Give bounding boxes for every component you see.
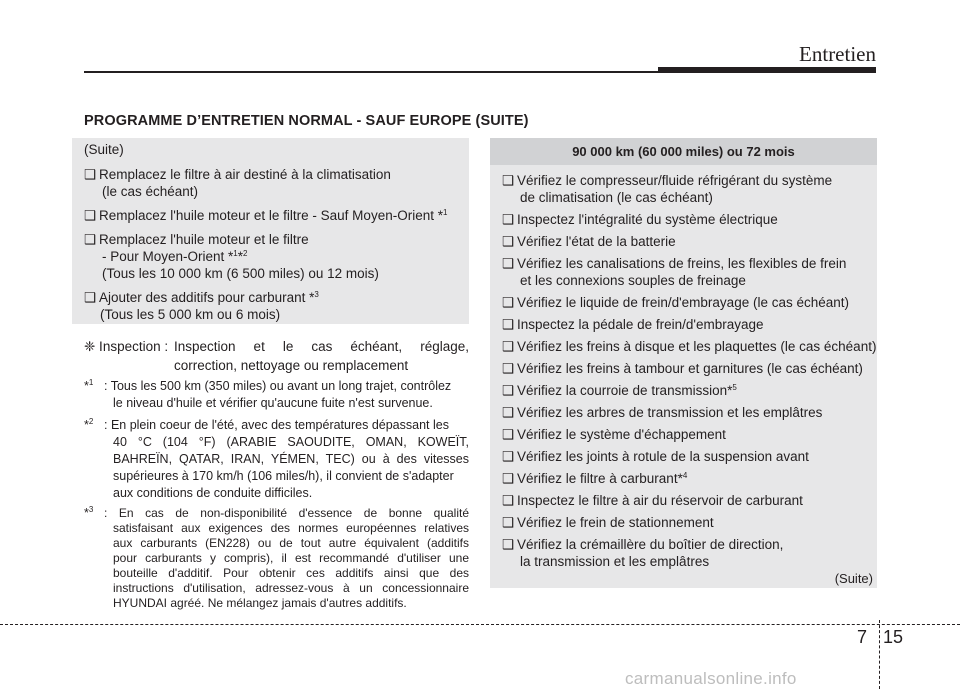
footnote-2: *$^2$ : En plein coeur de l'été, avec des températures dépassant les 40 °C (104 °F) (ARABIE SAOUDITE, OMAN, KOWEÏT, BAHREÏN, QATAR, IRAN, YÉMEN, TEC) ou à des vitesses supérieures à 170 km/h (106 miles/h), il convient de s'adapter aux conditions de conduite difficiles.	[84, 417, 469, 500]
checkbox-icon: ❑	[502, 256, 515, 271]
right-maintenance-box	[490, 138, 877, 588]
right-box-suite-label: (Suite)	[834, 571, 873, 586]
page-number: 15	[883, 627, 904, 647]
chapter-number: 7	[857, 627, 868, 647]
inspection-label: ❈ Inspection :	[84, 339, 169, 354]
right-list-item: ❑ Vérifiez le filtre à carburant*$^4$	[502, 471, 688, 486]
checkbox-icon: ❑	[502, 295, 515, 310]
checkbox-icon: ❑	[502, 493, 515, 508]
right-list-item: ❑ Vérifiez les joints à rotule de la suspension avant	[502, 449, 809, 464]
right-list-item: ❑ Inspectez l'intégralité du système électrique	[502, 212, 778, 227]
checkbox-icon: ❑	[84, 167, 97, 182]
footnotes	[84, 378, 469, 613]
checkbox-icon: ❑	[84, 208, 97, 223]
right-list-item: ❑ Inspectez la pédale de frein/d'embrayage	[502, 317, 764, 332]
right-list-item: ❑ Vérifiez l'état de la batterie	[502, 234, 676, 249]
checkbox-icon: ❑	[502, 339, 515, 354]
checkbox-icon: ❑	[502, 234, 515, 249]
checkbox-icon: ❑	[502, 173, 515, 188]
right-list-item: ❑ Vérifiez les freins à tambour et garnitures (le cas échéant)	[502, 361, 863, 376]
checkbox-icon: ❑	[502, 361, 515, 376]
header-rule-thick	[658, 67, 876, 73]
right-list-item: ❑ Vérifiez le liquide de frein/d'embrayage (le cas échéant)	[502, 295, 850, 310]
right-list-item: ❑ Vérifiez la courroie de transmission*$^5$	[502, 383, 737, 398]
checkbox-icon: ❑	[502, 449, 515, 464]
left-item-oil-middle-east: ❑ Remplacez l'huile moteur et le filtre - Pour Moyen-Orient *$^1$*$^2$ (Tous les 10 000 km (6 500 miles) ou 12 mois)	[84, 232, 379, 281]
checkbox-icon: ❑	[502, 471, 515, 486]
checkbox-icon: ❑	[502, 427, 515, 442]
footer-page-divider	[879, 620, 880, 689]
left-item-fuel-additive: ❑ Ajouter des additifs pour carburant *$^3$ (Tous les 5 000 km ou 6 mois)	[84, 290, 319, 322]
checkbox-icon: ❑	[502, 537, 515, 552]
left-box-suite-label: (Suite)	[84, 142, 124, 157]
checkbox-icon: ❑	[502, 212, 515, 227]
checkbox-icon: ❑	[502, 317, 515, 332]
footnote-1: *$^1$ : Tous les 500 km (350 miles) ou avant un long trajet, contrôlez le niveau d'huile et vérifier qu'aucune fuite n'est survenue.	[84, 378, 452, 410]
left-item-air-filter: ❑ Remplacez le filtre à air destiné à la climatisation (le cas échéant)	[84, 167, 391, 199]
inspection-legend: ❈ Inspection : Inspection et le cas échéant, réglage, correction, nettoyage ou remplacement	[84, 339, 469, 373]
footnote-3: *$^3$ : En cas de non-disponibilité d'essence de bonne qualité satisfaisant aux exigences des normes européennes relatives aux carburants (EN228) ou de tout autre équivalent (additifs pour carburants y compris), il est recommandé d'utiliser une bouteille d'additif. Pour obtenir ces additifs ainsi que des instructions d'utilisation, adressez-vous à un concessionnaire HYUNDAI agréé. Ne mélangez jamais d'autres additifs.	[84, 505, 469, 610]
checkbox-icon: ❑	[84, 232, 97, 247]
footer-dashed-rule	[0, 624, 960, 625]
header-rule-thin	[84, 71, 664, 73]
right-list-item: ❑ Vérifiez le compresseur/fluide réfrigérant du système de climatisation (le cas échéant)	[502, 173, 833, 205]
watermark-text: carmanualsonline.info	[625, 669, 797, 688]
checkbox-icon: ❑	[84, 290, 97, 305]
checkbox-icon: ❑	[502, 383, 515, 398]
right-list-item: ❑ Vérifiez la crémaillère du boîtier de direction, la transmission et les emplâtres	[502, 537, 784, 569]
right-list-item: ❑ Vérifiez le système d'échappement	[502, 427, 726, 442]
checkbox-icon: ❑	[502, 515, 515, 530]
page-header-title: Entretien	[799, 42, 876, 66]
right-list-item: ❑ Vérifiez les canalisations de freins, les flexibles de frein et les connexions souples de freinage	[502, 256, 847, 288]
right-list-item: ❑ Vérifiez les arbres de transmission et les emplâtres	[502, 405, 823, 420]
right-item-list	[490, 165, 877, 570]
right-list-item: ❑ Vérifiez le frein de stationnement	[502, 515, 714, 530]
right-list-item: ❑ Vérifiez les freins à disque et les plaquettes (le cas échéant)	[502, 339, 877, 354]
right-list-item: ❑ Inspectez le filtre à air du réservoir de carburant	[502, 493, 803, 508]
left-item-oil-except-middle-east: ❑ Remplacez l'huile moteur et le filtre - Sauf Moyen-Orient *$^1$	[84, 208, 448, 223]
left-maintenance-box	[72, 138, 469, 324]
interval-header: 90 000 km (60 000 miles) ou 72 mois	[490, 138, 877, 165]
checkbox-icon: ❑	[502, 405, 515, 420]
section-title: PROGRAMME D’ENTRETIEN NORMAL - SAUF EUROPE (SUITE)	[84, 113, 529, 129]
